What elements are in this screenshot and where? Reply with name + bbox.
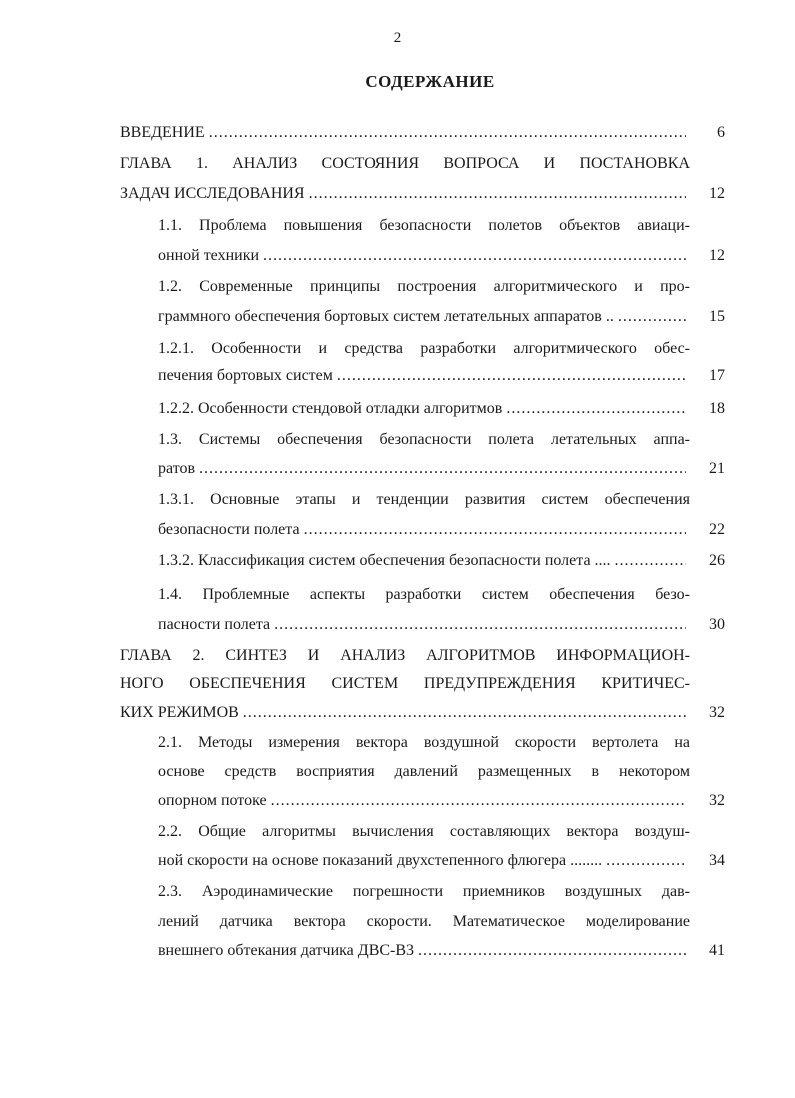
toc-entry-line	[120, 154, 690, 174]
toc-entry-text: 1.3.2. Классификация систем обеспечения безопасности полета ....	[158, 552, 611, 569]
page-number: 2	[393, 30, 402, 46]
toc-page-number: 12	[709, 247, 725, 264]
toc-entry-line-last	[158, 399, 690, 419]
toc-entry-text: пасности полета	[158, 616, 271, 633]
toc-entry-text: ной скорости на основе показаний двухстепенного флюгера ........	[158, 852, 603, 869]
toc-entry-text: 1.2. Современные принципы построения алгоритмического и про-	[158, 278, 690, 295]
toc-page-number: 30	[709, 616, 725, 633]
toc-entry-line	[158, 490, 690, 510]
toc-entry-line	[158, 762, 690, 782]
toc-page-number: 32	[709, 704, 725, 721]
toc-page-number: 18	[709, 400, 725, 417]
toc-entry-line-last	[158, 366, 690, 386]
toc-entry-text: 1.1. Проблема повышения безопасности полетов объектов авиаци-	[158, 217, 690, 234]
dot-leader	[271, 791, 686, 811]
toc-entry-line	[158, 339, 690, 359]
dot-leader	[309, 184, 686, 204]
toc-entry-text: внешнего обтекания датчика ДВС-В3	[158, 942, 415, 959]
toc-entry-text: граммного обеспечения бортовых систем летательных аппаратов ..	[158, 308, 614, 325]
toc-entry-line-last	[158, 791, 690, 811]
toc-entry-line-last	[158, 551, 690, 571]
toc-page-number: 15	[709, 308, 725, 325]
toc-entry-line	[158, 585, 690, 605]
dot-leader	[615, 551, 686, 571]
toc-entry-text: опорном потоке	[158, 792, 267, 809]
toc-entry-line	[158, 912, 690, 932]
toc-page-number: 21	[709, 460, 725, 477]
toc-entry-line-last	[158, 246, 690, 266]
toc-entry-text: КИХ РЕЖИМОВ	[120, 704, 239, 721]
toc-entry-text: 1.2.1. Особенности и средства разработки алгоритмического обес-	[158, 340, 690, 357]
document-title: СОДЕРЖАНИЕ	[365, 72, 495, 91]
toc-entry-text: 2.1. Методы измерения вектора воздушной скорости вертолета на	[158, 734, 690, 751]
toc-entry-line	[120, 646, 690, 666]
toc-entry-line-last	[120, 123, 690, 143]
dot-leader	[618, 307, 686, 327]
toc-page-number: 22	[709, 521, 725, 538]
dot-leader	[263, 246, 686, 266]
dot-leader	[337, 366, 686, 386]
dot-leader	[243, 703, 686, 723]
toc-entry-text: 1.3. Системы обеспечения безопасности полета летательных аппа-	[158, 431, 690, 448]
toc-page-number: 34	[709, 852, 725, 869]
dot-leader	[209, 123, 686, 143]
toc-entry-line-last	[158, 520, 690, 540]
toc-entry-text: ГЛАВА 2. СИНТЕЗ И АНАЛИЗ АЛГОРИТМОВ ИНФОРМАЦИОН-	[120, 647, 690, 664]
toc-page-number: 41	[709, 942, 725, 959]
toc-entry-line	[158, 733, 690, 753]
toc-entry-text: ГЛАВА 1. АНАЛИЗ СОСТОЯНИЯ ВОПРОСА И ПОСТАНОВКА	[120, 155, 690, 172]
toc-entry-line	[158, 882, 690, 902]
toc-entry-line-last	[120, 184, 690, 204]
toc-entry-line-last	[120, 703, 690, 723]
toc-entry-text: 2.2. Общие алгоритмы вычисления составляющих вектора воздуш-	[158, 823, 690, 840]
dot-leader	[199, 459, 686, 479]
toc-entry-line	[120, 674, 690, 694]
toc-entry-text: ратов	[158, 460, 196, 477]
toc-entry-line	[158, 430, 690, 450]
toc-entry-text: печения бортовых систем	[158, 367, 333, 384]
toc-entry-line	[158, 822, 690, 842]
toc-entry-line	[158, 216, 690, 236]
toc-entry-line-last	[158, 459, 690, 479]
toc-entry-text: 2.3. Аэродинамические погрешности приемников воздушных дав-	[158, 883, 690, 900]
toc-entry-text: ЗАДАЧ ИССЛЕДОВАНИЯ	[120, 185, 305, 202]
toc-entry-line-last	[158, 941, 690, 961]
toc-entry-text: ВВЕДЕНИЕ	[120, 124, 205, 141]
toc-entry-text: 1.2.2. Особенности стендовой отладки алгоритмов	[158, 400, 503, 417]
toc-page-number: 17	[709, 367, 725, 384]
toc-entry-text: лений датчика вектора скорости. Математическое моделирование	[158, 913, 690, 930]
toc-entry-text: 1.4. Проблемные аспекты разработки систем обеспечения безо-	[158, 586, 690, 603]
dot-leader	[274, 615, 686, 635]
toc-entry-line-last	[158, 307, 690, 327]
toc-entry-text: НОГО ОБЕСПЕЧЕНИЯ СИСТЕМ ПРЕДУПРЕЖДЕНИЯ КРИТИЧЕС-	[120, 675, 690, 692]
toc-entry-line	[158, 277, 690, 297]
toc-entry-line-last	[158, 851, 690, 871]
toc-page-number: 32	[709, 792, 725, 809]
dot-leader	[606, 851, 686, 871]
toc-entry-line-last	[158, 615, 690, 635]
toc-entry-text: основе средств восприятия давлений размещенных в некотором	[158, 763, 690, 780]
toc-page-number: 6	[717, 124, 725, 141]
dot-leader	[418, 941, 686, 961]
dot-leader	[506, 399, 686, 419]
toc-page-number: 26	[709, 552, 725, 569]
toc-entry-text: 1.3.1. Основные этапы и тенденции развития систем обеспечения	[158, 491, 690, 508]
toc-entry-text: онной техники	[158, 247, 260, 264]
toc-entry-text: безопасности полета	[158, 521, 300, 538]
dot-leader	[304, 520, 686, 540]
toc-page-number: 12	[709, 185, 725, 202]
